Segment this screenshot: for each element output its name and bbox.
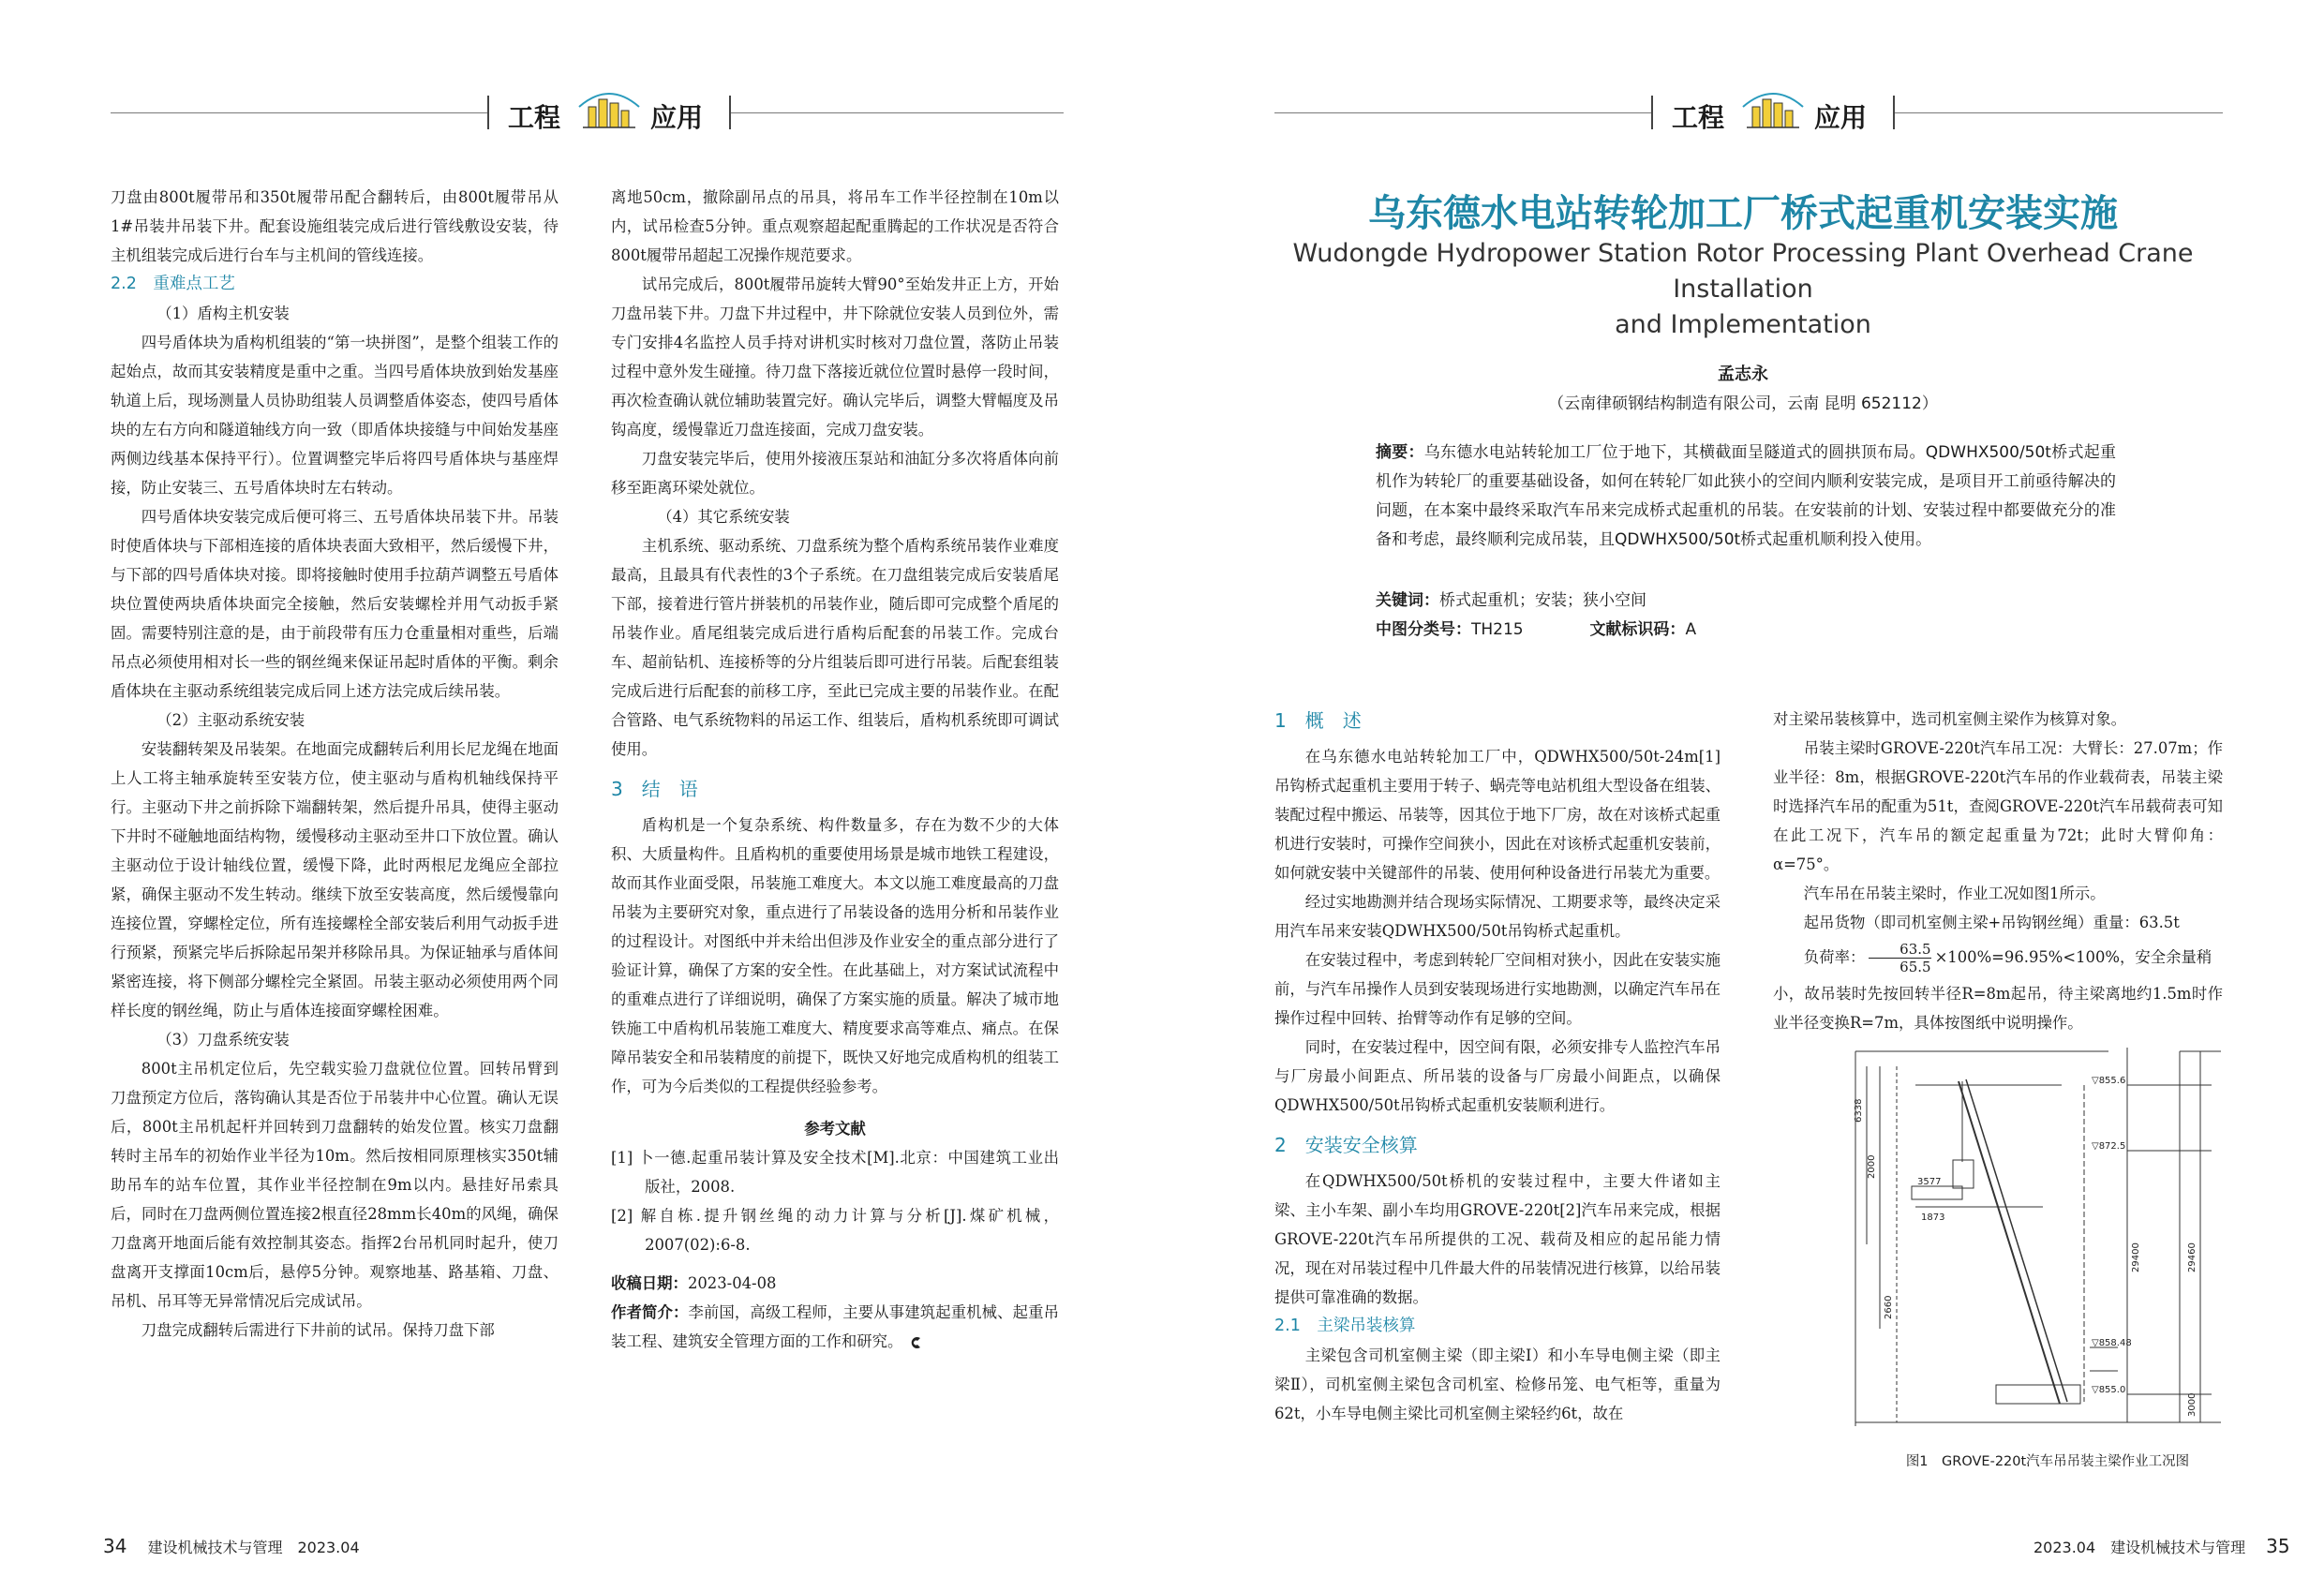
right-column-1	[1274, 705, 1721, 1428]
abstract-text: 乌东德水电站转轮加工厂位于地下，其横截面呈隧道式的圆拱顶布局。QDWHX500/50t桥式起重机作为转轮厂的重要基础设备，如何在转轮厂如此狭小的空间内顺利安装完成，是项目开工前亟待解决的问题，在本案中最终采取汽车吊来完成桥式起重机的吊装。在安装前的计划、安装过程中都要做充分的准备和考虑，最终顺利完成吊装，且QDWHX500/50t桥式起重机顺利投入使用。	[1376, 443, 2116, 549]
dimension-label: 29460	[2187, 1242, 2197, 1272]
header-brand	[487, 86, 731, 152]
paragraph: 起吊货物（即司机室侧主梁+吊钩钢丝绳）重量：63.5t	[1803, 914, 2180, 931]
right-footer	[2034, 1535, 2290, 1557]
dimension-label: 2000	[1867, 1154, 1877, 1179]
dimension-label: 1873	[1921, 1213, 1945, 1223]
article-title-zh: 乌东德水电站转轮加工厂桥式起重机安装实施	[1368, 192, 2118, 235]
paragraph: 在乌东德水电站转轮加工厂中，QDWHX500/50t-24m[1]吊钩桥式起重机主要用于转子、蜗壳等电站机组大型设备在组装、装配过程中搬运、吊装等，因其位于地下厂房，故在对该桥式起重机进行安装时，可操作空间狭小，因此在对该桥式起重机安装前，如何就安装中关键部件的吊装、使用何种设备进行吊装尤为重要。	[1274, 748, 1721, 882]
right-header	[1162, 86, 2324, 152]
crane-boom	[1959, 1081, 2060, 1404]
figure-caption: 图1 GROVE-220t汽车吊吊装主梁作业工况图	[1905, 1454, 2190, 1469]
brand-right-word: 应用	[1814, 102, 1868, 133]
left-header	[0, 86, 1162, 152]
right-column-2	[1773, 705, 2223, 1037]
paragraph: 主机系统、驱动系统、刀盘系统为整个盾构系统吊装作业难度最高，且最具有代表性的3个子系统。在刀盘组装完成后安装盾尾下部，接着进行管片拼装机的吊装作业，随后即可完成整个盾尾的吊装作业。盾尾组装完成后进行盾构后配套的吊装工作。完成台车、超前钻机、连接桥等的分片组装后即可进行吊装。后配套组装完成后进行后配套的前移工序，至此已完成主要的吊装作业。在配合管路、电气系统物料的吊运工作、组装后，盾构机系统即可调试使用。	[611, 537, 1059, 758]
paragraph: 离地50cm，撤除副吊点的吊具，将吊车工作半径控制在10m以内，试吊检查5分钟。重点观察超起配重腾起的工作状况是否符合800t履带吊超起工况操作规范要求。	[611, 188, 1059, 264]
received-date: 2023-04-08	[687, 1274, 777, 1292]
paragraph: 安装翻转架及吊装架。在地面完成翻转后利用长尼龙绳在地面上人工将主轴承旋转至安装方位，使主驱动与盾构机轴线保持平行。主驱动下井之前拆除下端翻转架，然后提升吊具，使得主驱动下井时不碰触地面结构物，缓慢移动主驱动至井口下放位置。确认主驱动位于设计轴线位置，缓慢下降，此时两根尼龙绳应全部拉紧，确保主驱动不发生转动。继续下放至安装高度，然后缓慢靠向连接位置，穿螺栓定位，所有连接螺栓全部安装后利用气动扳手进行预紧，预紧完毕后拆除起吊架并移除吊具。为保证轴承与盾体间紧密连接，将下侧部分螺栓完全紧固。吊装主驱动必须使用两个同样长度的钢丝绳，防止与盾体连接面穿螺栓困难。	[111, 740, 559, 1019]
reference-item: [1] 卜一德.起重吊装计算及安全技术[M].北京：中国建筑工业出版社，2008.	[611, 1149, 1059, 1196]
classification	[1376, 616, 2116, 645]
elevation-label: ▽855.0	[2092, 1385, 2126, 1395]
author-affiliation: （云南律硕钢结构制造有限公司，云南 昆明 652112）	[1548, 394, 1938, 413]
references-title: 参考文献	[804, 1120, 866, 1138]
right-page	[1162, 0, 2324, 1577]
keywords-label: 关键词：	[1376, 591, 1439, 610]
section-heading-1: 1 概 述	[1274, 709, 1362, 732]
fraction-numerator: 63.5	[1899, 941, 1931, 958]
subsection-heading: （1）盾构主机安装	[156, 305, 290, 322]
paragraph: 刀盘由800t履带吊和350t履带吊配合翻转后，由800t履带吊从1#吊装井吊装下井。配套设施组装完成后进行管线敷设安装，待主机组装完成后进行台车与主机间的管线连接。	[111, 188, 559, 264]
load-ratio-fraction	[1869, 941, 1930, 975]
brand-left-word: 工程	[508, 102, 561, 133]
paragraph: 汽车吊在吊装主梁时，作业工况如图1所示。	[1803, 885, 2106, 902]
journal-name: 2023.04 建设机械技术与管理	[2034, 1539, 2246, 1556]
load-ratio-label: 负荷率：	[1803, 948, 1866, 966]
city-building-icon	[574, 86, 645, 133]
header-rule-left	[1274, 112, 1651, 113]
journal-name: 建设机械技术与管理 2023.04	[147, 1539, 360, 1556]
subsection-heading: （4）其它系统安装	[657, 508, 790, 526]
section-heading-3: 3 结 语	[611, 778, 698, 800]
page-number: 35	[2266, 1535, 2290, 1557]
dimension-label: 2660	[1884, 1295, 1894, 1319]
end-mark-icon	[908, 1335, 923, 1350]
header-rule-right	[731, 112, 1064, 113]
subsection-heading: （3）刀盘系统安装	[156, 1031, 290, 1049]
title-en-line: Wudongde Hydropower Station Rotor Processing Plant Overhead Crane Installation	[1292, 239, 2194, 304]
paragraph: 主梁包含司机室侧主梁（即主梁Ⅰ）和小车导电侧主梁（即主梁Ⅱ），司机室侧主梁包含司机室、检修吊笼、电气柜等，重量为62t，小车导电侧主梁比司机室侧主梁轻约6t，故在	[1274, 1346, 1721, 1422]
left-column-2	[611, 183, 1059, 1356]
dimension-label: 6338	[1854, 1098, 1864, 1123]
page-number: 34	[103, 1535, 127, 1557]
paragraph: 四号盾体块为盾构机组装的“第一块拼图”，是整个组装工作的起始点，故而其安装精度是重中之重。当四号盾体块放到始发基座轨道上后，现场测量人员协助组装人员调整盾体姿态，使四号盾体块的左右方向和隧道轴线方向一致（即盾体块接缝与中间始发基座两侧边线基本保持平行）。位置调整完毕后将四号盾体块与基座焊接，防止安装三、五号盾体块时左右转动。	[111, 334, 559, 497]
load-ratio-tail: ×100%=96.95%<100%，安全余量稍	[1934, 948, 2212, 966]
header-brand	[1651, 86, 1895, 152]
load-ratio-formula	[1773, 941, 2223, 975]
reference-item: [2] 解自栋.提升钢丝绳的动力计算与分析[J].煤矿机械，2007(02):6-8.	[611, 1207, 1059, 1254]
left-column-1	[111, 183, 559, 1345]
title-en-line: and Implementation	[1615, 310, 1871, 339]
header-rule-left	[111, 112, 487, 113]
paragraph: 小，故吊装时先按回转半径R=8m起吊，待主梁离地约1.5m时作业半径变换R=7m，具体按图纸中说明操作。	[1773, 985, 2223, 1032]
subsection-heading: （2）主驱动系统安装	[156, 711, 305, 729]
city-building-icon	[1737, 86, 1809, 133]
paragraph: 800t主吊机定位后，先空载实验刀盘就位位置。回转吊臂到刀盘预定方位后，落钩确认其是否位于吊装井中心位置。确认无误后，800t主吊机起杆并回转到刀盘翻转的始发位置。核实刀盘翻转时主吊车的初始作业半径为10m。然后按相同原理核实350t辅助吊车的站车位置，其作业半径控制在9m以内。悬挂好吊索具后，同时在刀盘两侧位置连接2根直径28mm长40m的风绳，确保刀盘离开地面后能有效控制其姿态。指挥2台吊机同时起升，使刀盘离开支撑面10cm后，悬停5分钟。观察地基、路基箱、刀盘、吊机、吊耳等无异常情况后完成试吊。	[111, 1060, 559, 1310]
left-footer	[103, 1535, 360, 1557]
clc-value: TH215	[1471, 620, 1524, 639]
dimension-label: 3000	[2187, 1392, 2197, 1417]
section-heading-2-2: 2.2 重难点工艺	[111, 275, 235, 293]
abstract	[1376, 439, 2116, 555]
author-bio: 李前国，高级工程师，主要从事建筑起重机械、起重吊装工程、建筑安全管理方面的工作和研究。	[611, 1303, 1060, 1350]
clc-label: 中图分类号：	[1376, 620, 1471, 639]
fraction-denominator: 65.5	[1869, 958, 1930, 975]
elevation-label: ▽858.48	[2092, 1338, 2132, 1348]
paragraph: 吊装主梁时GROVE-220t汽车吊工况：大臂长：27.07m；作业半径：8m，根据GROVE-220t汽车吊的作业载荷表，吊装主梁时选择汽车吊的配重为51t，查阅GROVE-220t汽车吊载荷表可知在此工况下，汽车吊的额定起重量为72t；此时大臂仰角：α=75°。	[1773, 739, 2224, 873]
paragraph: 试吊完成后，800t履带吊旋转大臂90°至始发井正上方，开始刀盘吊装下井。刀盘下井过程中，井下除就位安装人员到位外，需专门安排4名监控人员手持对讲机实时核对刀盘位置，落防止吊装过程中意外发生碰撞。待刀盘下落接近就位位置时悬停一段时间，再次检查确认就位辅助装置完好。确认完毕后，调整大臂幅度及吊钩高度，缓慢靠近刀盘连接面，完成刀盘安装。	[611, 275, 1059, 439]
brand-left-word: 工程	[1672, 102, 1725, 133]
paragraph: 同时，在安装过程中，因空间有限，必须安排专人监控汽车吊与厂房最小间距点、所吊装的设备与厂房最小间距点，以确保QDWHX500/50t吊钩桥式起重机安装顺利进行。	[1274, 1038, 1721, 1114]
paragraph: 经过实地勘测并结合现场实际情况、工期要求等，最终决定采用汽车吊来安装QDWHX500/50t吊钩桥式起重机。	[1274, 893, 1721, 940]
keywords	[1376, 587, 2116, 616]
paragraph: 四号盾体块安装完成后便可将三、五号盾体块吊装下井。吊装时使盾体块与下部相连接的盾体块表面大致相平，然后缓慢下井，与下部的四号盾体块对接。即将接触时使用手拉葫芦调整五号盾体块位置使两块盾体块面完全接触，然后安装螺栓并用气动扳手紧固。需要特别注意的是，由于前段带有压力仓重量相对重些，后端吊点必须使用相对长一些的钢丝绳来保证吊起时盾体的平衡。剩余盾体块在主驱动系统组装完成后同上述方法完成后续吊装。	[111, 508, 559, 700]
crane-working-condition-figure	[1846, 1048, 2249, 1432]
keywords-text: 桥式起重机；安装；狭小空间	[1439, 591, 1646, 610]
paragraph: 在QDWHX500/50t桥机的安装过程中，主要大件诸如主梁、主小车架、副小车均用GROVE-220t[2]汽车吊来完成，根据GROVE-220t汽车吊所提供的工况、载荷及相应的起吊能力情况，现在对吊装过程中几件最大件的吊装情况进行核算，以给吊装提供可靠准确的数据。	[1274, 1172, 1721, 1306]
section-heading-2: 2 安装安全核算	[1274, 1134, 1418, 1156]
paragraph: 对主梁吊装核算中，选司机室侧主梁作为核算对象。	[1773, 710, 2126, 728]
dimension-label: 3577	[1917, 1177, 1942, 1187]
bio-label: 作者简介：	[611, 1303, 689, 1321]
elevation-label: ▽855.6	[2092, 1076, 2126, 1086]
received-label: 收稿日期：	[611, 1274, 688, 1292]
dimension-label: 29400	[2131, 1242, 2141, 1272]
elevation-label: ▽872.5	[2092, 1141, 2126, 1152]
author-name: 孟志永	[1718, 364, 1768, 384]
paragraph: 刀盘完成翻转后需进行下井前的试吊。保持刀盘下部	[141, 1321, 495, 1339]
section-heading-2-1: 2.1 主梁吊装核算	[1274, 1317, 1416, 1335]
header-rule-right	[1895, 112, 2223, 113]
abstract-label: 摘要：	[1376, 443, 1424, 462]
paragraph: 盾构机是一个复杂系统、构件数量多，存在为数不少的大体积、大质量构件。且盾构机的重要使用场景是城市地铁工程建设，故而其作业面受限，吊装施工难度大。本文以施工难度最高的刀盘吊装为主要研究对象，重点进行了吊装设备的选用分析和吊装作业的过程设计。对图纸中并未给出但涉及作业安全的重点部分进行了验证计算，确保了方案的安全性。在此基础上，对方案试试流程中的重难点进行了详细说明，确保了方案实施的质量。解决了城市地铁施工中盾构机吊装施工难度大、精度要求高等难点、痛点。在保障吊装安全和吊装精度的前提下，既快又好地完成盾构机的组装工作，可为今后类似的工程提供经验参考。	[611, 816, 1059, 1095]
doc-code-value: A	[1685, 620, 1697, 639]
paragraph: 在安装过程中，考虑到转轮厂空间相对狭小，因此在安装实施前，与汽车吊操作人员到安装现场进行实地勘测，以确定汽车吊在操作过程中回转、抬臂等动作有足够的空间。	[1274, 951, 1721, 1027]
paragraph: 刀盘安装完毕后，使用外接液压泵站和油缸分多次将盾体向前移至距离环梁处就位。	[611, 450, 1059, 497]
brand-right-word: 应用	[650, 102, 704, 133]
article-title-en	[1284, 236, 2202, 343]
doc-code-label: 文献标识码：	[1589, 620, 1686, 639]
